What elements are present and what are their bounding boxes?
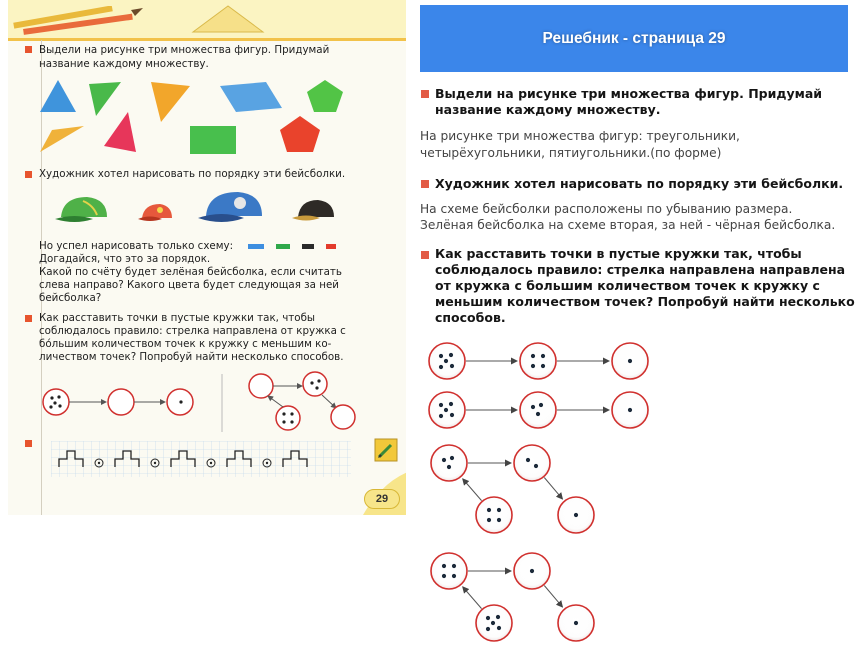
- red-cap-icon: [136, 200, 176, 226]
- a1-line1: На рисунке три множества фигур: треугольники,: [420, 129, 740, 143]
- page-number: 29: [364, 489, 400, 509]
- chain-1-circle-2-dot-1: [531, 354, 535, 358]
- page-top-line: [8, 38, 406, 41]
- tree-1-circle-top-right-dot-2: [534, 464, 538, 468]
- chain-2-circle-1-dot-3: [444, 408, 448, 412]
- q2-line1: Художник хотел нарисовать по порядку эти бейсболки.: [435, 176, 844, 191]
- tree-2-circle-bottom-left-dot-5: [497, 626, 501, 630]
- scheme-red-bar: [326, 244, 336, 249]
- tree-1-arrow-left: [463, 479, 482, 501]
- chain-2-circle-2-dot-2: [539, 403, 543, 407]
- task3-text-line4: личеством точек? Попробуй найти несколько способов.: [39, 351, 344, 363]
- q3-line3: от кружка с большим количеством точек к кружку с: [435, 278, 820, 293]
- chain-2-circle-1-dot-5: [450, 413, 454, 417]
- scheme-blue-bar: [248, 244, 264, 249]
- task4-bullet: [25, 440, 32, 447]
- tree-2-circle-top-left: [431, 553, 467, 589]
- tree-1-circle-bottom-left-dot-2: [497, 508, 501, 512]
- tree-1-circle-top-left-dot-1: [442, 458, 446, 462]
- chain-1-circle-1-dot-5: [450, 364, 454, 368]
- tree-1-circle-bottom-right-dot-1: [574, 513, 578, 517]
- tree-2-circle-top-right-dot-1: [530, 569, 534, 573]
- banner-title: Решебник - страница 29: [542, 29, 726, 47]
- chain-2-circle-2-dot-3: [536, 412, 540, 416]
- tree-2-circle-top-left-dot-2: [452, 564, 456, 568]
- chain-2-circle-2: [520, 392, 556, 428]
- tree-2-circle-bottom-left-dot-2: [496, 615, 500, 619]
- task3-text-line1: Как расставить точки в пустые кружки так, чтобы: [39, 312, 316, 324]
- task2-text-line3: Какой по счёту будет зелёная бейсболка, если считать: [39, 266, 342, 278]
- task2-text-line1: Но успел нарисовать только схему:: [39, 240, 234, 252]
- task1-bullet: [25, 46, 32, 53]
- black-cap-icon: [290, 196, 338, 226]
- task2-bullet: [25, 171, 32, 178]
- scheme-green-bar: [276, 244, 290, 249]
- tree-1-circle-top-left-dot-2: [450, 456, 454, 460]
- chain-2-circle-1-dot-4: [439, 414, 443, 418]
- q1-line2: название каждому множеству.: [435, 102, 661, 117]
- figures-illustration: [38, 78, 358, 163]
- textbook-page: [8, 0, 406, 515]
- tree-2-circle-bottom-right-dot-1: [574, 621, 578, 625]
- scheme-black-bar: [302, 244, 314, 249]
- task1-text-line1: Выдели на рисунке три множества фигур. Придумай: [39, 44, 330, 56]
- chain-2-circle-1-dot-1: [439, 403, 443, 407]
- tree-2-arrow-right: [544, 586, 562, 607]
- tree-1-arrow-right: [544, 478, 562, 499]
- ruler-illustration: [188, 4, 268, 34]
- chain-2-circle-3-dot-1: [628, 408, 632, 412]
- tree-1-circle-bottom-left-dot-1: [487, 508, 491, 512]
- task1-text-line2: название каждому множеству.: [39, 58, 209, 70]
- tree-2-circle-bottom-left-dot-1: [486, 616, 490, 620]
- tree-1-circle-top-left: [431, 445, 467, 481]
- tree-1-circle-bottom-left: [476, 497, 512, 533]
- pencils-illustration: [13, 6, 153, 36]
- green-cap-icon: [53, 193, 113, 229]
- solution-banner: [420, 5, 848, 72]
- tree-2-circle-top-left-dot-1: [442, 564, 446, 568]
- chain-1-circle-1-dot-4: [439, 365, 443, 369]
- chain-1-circle-2-dot-4: [541, 364, 545, 368]
- q1-bullet: [421, 90, 429, 98]
- a2-line2: Зелёная бейсболка на схеме вторая, за ней - чёрная бейсболка.: [420, 218, 836, 232]
- blue-cap-icon: [196, 188, 268, 228]
- chain-1-circle-3-dot-1: [628, 359, 632, 363]
- tree-2-arrow-left: [463, 587, 482, 609]
- q3-line5: способов.: [435, 310, 506, 325]
- q3-line4: меньшим количеством точек? Попробуй найти несколько: [435, 294, 855, 309]
- tree-1-circle-top-right: [514, 445, 550, 481]
- tree-1-circle-bottom-left-dot-3: [487, 518, 491, 522]
- task3-text-line3: бо́льшим количеством точек к кружку с меньшим ко-: [39, 338, 332, 350]
- task3-text-line2: соблюдалось правило: стрелка направлена от кружка с: [39, 325, 346, 337]
- chain-1-circle-2-dot-3: [531, 364, 535, 368]
- chain-2-circle-2-dot-1: [531, 405, 535, 409]
- chain-1-circle-1-dot-1: [439, 354, 443, 358]
- pencil-icon: [374, 438, 398, 462]
- tree-1-circle-top-right-dot-1: [526, 458, 530, 462]
- task3-example-diagram: [38, 370, 368, 435]
- q3-line1: Как расставить точки в пустые кружки так, чтобы: [435, 246, 802, 261]
- chain-2-circle-1-dot-2: [449, 402, 453, 406]
- chain-1-circle-1-dot-2: [449, 353, 453, 357]
- tree-2-circle-bottom-left-dot-4: [486, 627, 490, 631]
- q1-line1: Выдели на рисунке три множества фигур. Придумай: [435, 86, 823, 101]
- task2-title: Художник хотел нарисовать по порядку эти бейсболки.: [39, 168, 346, 180]
- tree-2-circle-top-left-dot-4: [452, 574, 456, 578]
- solution-diagrams: [420, 335, 660, 651]
- tree-1-circle-bottom-left-dot-4: [497, 518, 501, 522]
- tree-2-circle-bottom-left-dot-3: [491, 621, 495, 625]
- a1-line2: четырёхугольники, пятиугольники.(по форме): [420, 146, 722, 160]
- tree-2-circle-top-left-dot-3: [442, 574, 446, 578]
- tree-1-circle-top-left-dot-3: [447, 465, 451, 469]
- a2-line1: На схеме бейсболки расположены по убыванию размера.: [420, 202, 793, 216]
- task3-bullet: [25, 315, 32, 322]
- task2-text-line5: бейсболка?: [39, 292, 102, 304]
- chain-1-circle-2-dot-2: [541, 354, 545, 358]
- task2-text-line2: Догадайся, что это за порядок.: [39, 253, 211, 265]
- task2-text-line4: слева направо? Какого цвета будет следующая за ней: [39, 279, 339, 291]
- grid-pattern-strip: [51, 441, 351, 477]
- q3-bullet: [421, 251, 429, 259]
- q2-bullet: [421, 180, 429, 188]
- chain-1-circle-2: [520, 343, 556, 379]
- q3-line2: соблюдалось правило: стрелка направлена направлена: [435, 262, 846, 277]
- chain-1-circle-1-dot-3: [444, 359, 448, 363]
